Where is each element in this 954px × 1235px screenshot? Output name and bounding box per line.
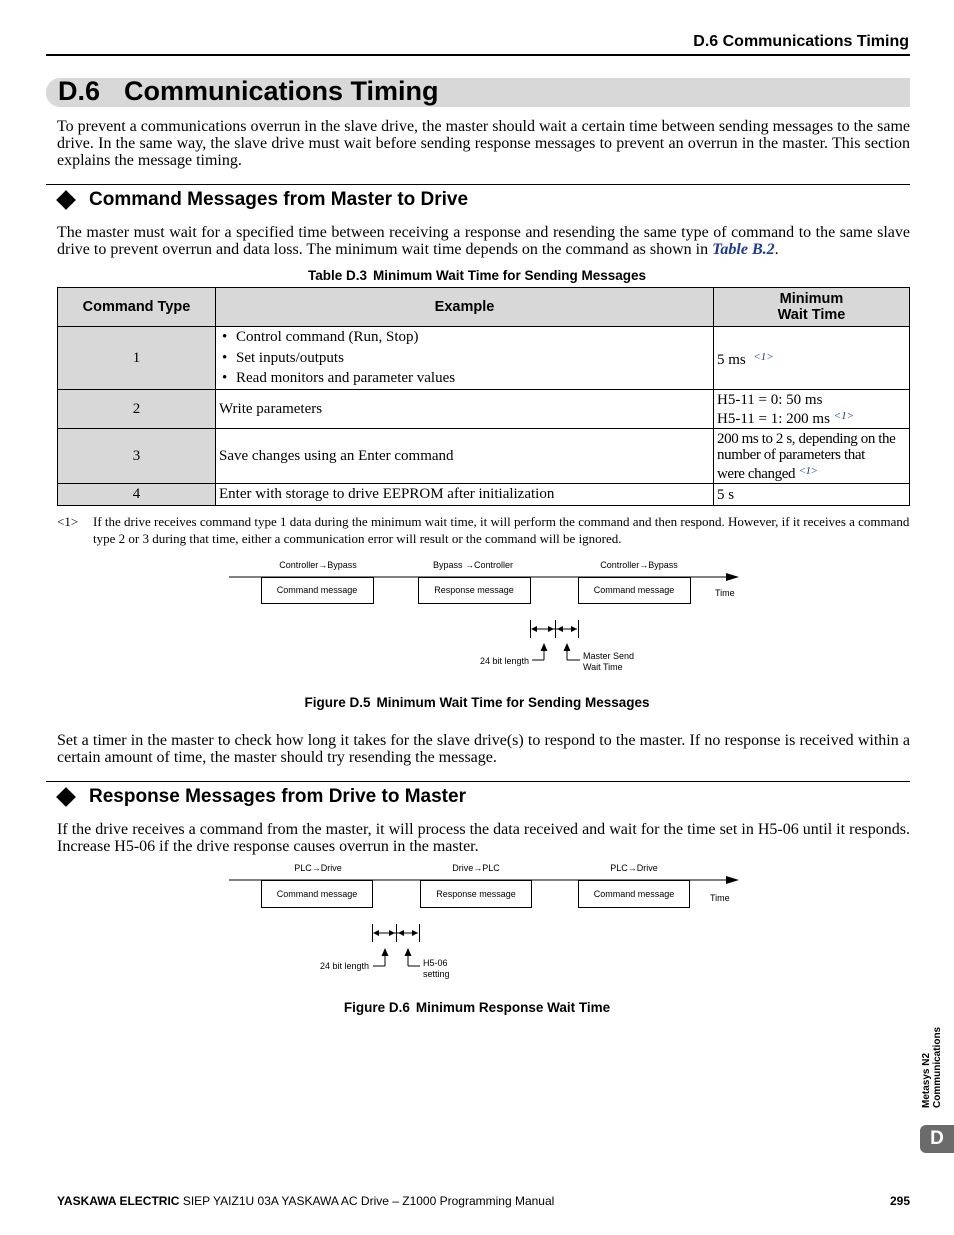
response-paragraph: If the drive receives a command from the master, it will process the data received and wait for the time set in H5-06 until it responds. Increase H5-06 if the drive response causes overrun in the master. [57, 821, 910, 855]
footer-doc-title: SIEP YAIZ1U 03A YASKAWA AC Drive – Z1000 Programming Manual [182, 1194, 555, 1208]
fig6-box-label: Command message [276, 889, 358, 899]
table-caption-text: Minimum Wait Time for Sending Messages [372, 268, 647, 283]
command-paragraph-end: . [774, 241, 779, 258]
figure-d6-caption [0, 1000, 954, 1015]
page-number: 295 [889, 1194, 910, 1208]
side-tab-label [921, 1027, 943, 1108]
footnote-ref-link[interactable]: <1> [833, 409, 855, 422]
intro-paragraph: To prevent a communications overrun in the slave drive, the master should wait a certain time between sending messages to the same drive. In the same way, the slave drive must wait before sending response messages to prevent an overrun in the master. This section explains the message timing. [57, 118, 910, 169]
subsection-heading-text: Response Messages from Drive to Master [89, 786, 466, 807]
arrow-up-icon [405, 948, 412, 956]
fig5-box-label: Command message [593, 585, 675, 595]
fig5-length-label: 24 bit length [479, 656, 529, 666]
footer-document-info [57, 1194, 554, 1208]
table-caption [0, 268, 954, 283]
arrow-up-icon [541, 643, 548, 651]
wait-line: H5-11 = 1: 200 ms [717, 410, 830, 427]
section-title-text: Communications Timing [124, 76, 439, 106]
footnote-text: If the drive receives command type 1 data during the minimum wait time, it will perform the command and then respond. However, if it receives a command type 2 or 3 during that time, either a communication error will result or the command will be ignored. [93, 514, 910, 546]
wait-value: 5 ms [717, 351, 746, 368]
table-b2-link[interactable]: Table B.2 [712, 241, 775, 258]
footnote-ref-link[interactable]: <1> [798, 464, 818, 477]
wait-line: 200 ms to 2 s, depending on the [717, 430, 896, 447]
fig6-box-label: Response message [436, 889, 516, 899]
fig5-time-label: Time [715, 588, 735, 598]
section-number: D.6 [58, 76, 101, 106]
footnote-mark: <1> [57, 514, 79, 529]
cell-type: 1 [58, 327, 216, 390]
fig6-length-label: 24 bit length [319, 961, 369, 971]
cell-wait [714, 429, 910, 484]
fig6-label: Drive→PLC [452, 863, 500, 873]
cell-type: 2 [58, 390, 216, 429]
header-rule [46, 54, 910, 56]
arrow-right-icon [726, 573, 739, 581]
example-item: • Set inputs/outputs [219, 348, 710, 369]
subsection-rule-command [46, 184, 910, 185]
fig6-interval-marker [373, 924, 421, 966]
arrow-up-icon [382, 948, 389, 956]
cell-wait: 5 s [714, 484, 910, 506]
subsection-heading-text: Command Messages from Master to Drive [89, 189, 469, 210]
cell-wait [714, 327, 910, 390]
subsection-heading-response [57, 786, 466, 808]
header-wait-line1: Minimum [779, 291, 844, 307]
cell-example: Save changes using an Enter command [216, 429, 714, 484]
side-tab-line: Communications [932, 1026, 943, 1108]
footnote-ref-link[interactable]: <1> [753, 350, 774, 363]
wait-line: H5-11 = 0: 50 ms [717, 391, 823, 408]
arrow-right-icon [726, 876, 739, 884]
fig5-label: Controller→Bypass [600, 560, 678, 570]
section-title [58, 76, 439, 107]
footer-brand: YASKAWA ELECTRIC [57, 1194, 180, 1208]
fig6-wait-label: H5-06 [423, 958, 448, 968]
table-row [58, 429, 910, 484]
figure-caption-text: Minimum Response Wait Time [415, 1000, 611, 1015]
header-wait-line2: Wait Time [777, 307, 846, 323]
example-item: • Read monitors and parameter values [219, 368, 710, 389]
subsection-heading-command [57, 189, 468, 211]
cell-type: 3 [58, 429, 216, 484]
figure-caption-label: Figure D.6 [343, 1000, 410, 1015]
subsection-rule-response [46, 781, 910, 782]
figure-d5-caption [0, 695, 954, 710]
fig6-label: PLC→Drive [610, 863, 658, 873]
cell-wait [714, 390, 910, 429]
diamond-bullet-icon [56, 190, 76, 210]
table-header-row [58, 288, 910, 327]
figure-caption-label: Figure D.5 [304, 695, 371, 710]
fig6-box-label: Command message [593, 889, 675, 899]
chapter-tab[interactable]: D [920, 1125, 954, 1153]
figure-d5-diagram [0, 550, 954, 680]
table-row [58, 390, 910, 429]
figure-d6-diagram [0, 855, 954, 990]
wait-line: were changed [717, 465, 796, 482]
figure-caption-text: Minimum Wait Time for Sending Messages [376, 695, 650, 710]
header-wait-time [714, 288, 910, 327]
fig5-box-label: Command message [276, 585, 358, 595]
arrow-up-icon [564, 643, 571, 651]
fig6-time-label: Time [710, 893, 730, 903]
running-header: D.6 Communications Timing [693, 33, 909, 50]
header-example: Example [216, 288, 714, 327]
side-tab-line: Metasys N2 [921, 1052, 932, 1108]
cell-example [216, 327, 714, 390]
table-row [58, 327, 910, 390]
fig5-wait-label: Master Send [583, 651, 635, 661]
fig6-label: PLC→Drive [294, 863, 342, 873]
cell-type: 4 [58, 484, 216, 506]
fig5-label: Bypass →Controller [432, 560, 514, 570]
cell-example: Write parameters [216, 390, 714, 429]
timer-paragraph: Set a timer in the master to check how long it takes for the slave drive(s) to respond to the master. If no response is received within a certain amount of time, the master should try resending the message. [57, 732, 910, 766]
fig5-interval-marker [531, 620, 581, 660]
wait-time-table [57, 287, 910, 506]
command-paragraph [57, 224, 910, 258]
table-row [58, 484, 910, 506]
header-command-type: Command Type [58, 288, 216, 327]
fig5-label: Controller→Bypass [279, 560, 357, 570]
command-paragraph-text: The master must wait for a specified time between receiving a response and resending the same type of command to the same slave drive to prevent overrun and data loss. The minimum wait time depends on the command as shown in [57, 224, 910, 258]
fig6-wait-label: setting [423, 969, 450, 979]
diamond-bullet-icon [56, 787, 76, 807]
table-footnote [57, 513, 910, 547]
table-caption-label: Table D.3 [307, 268, 367, 283]
cell-example: Enter with storage to drive EEPROM after initialization [216, 484, 714, 506]
fig5-wait-label: Wait Time [583, 662, 623, 672]
fig5-box-label: Response message [434, 585, 514, 595]
wait-line: number of parameters that [717, 446, 865, 463]
example-item: • Control command (Run, Stop) [219, 327, 710, 348]
